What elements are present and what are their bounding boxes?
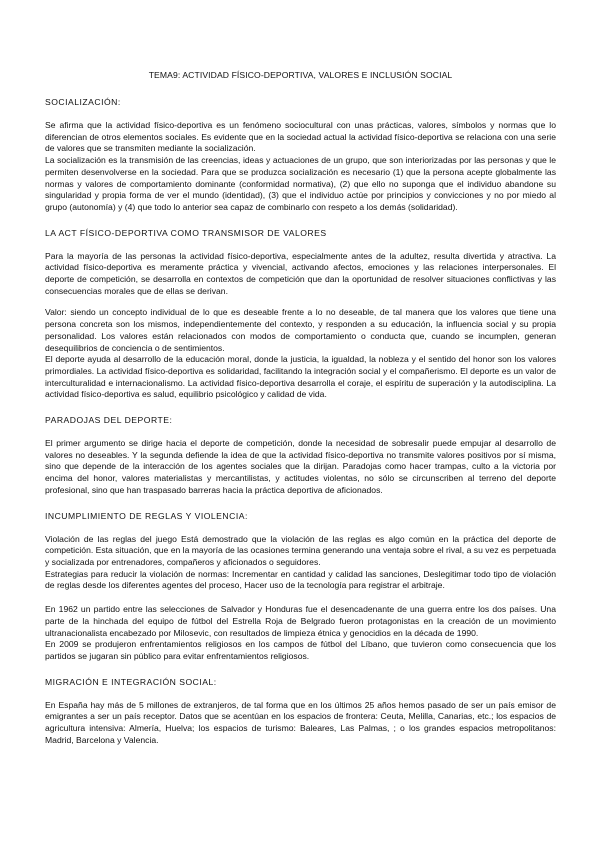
section-heading: SOCIALIZACIÓN: — [45, 97, 121, 107]
paragraph: El deporte ayuda al desarrollo de la educación moral, donde la justicia, la igualdad, la nobleza y el sentido del honor son los valores primordiales. La actividad físico-deportiva es solidaridad, facilitando la integración social y el compañerismo. El deporte es un valor de interculturalidad e internacionalismo. La actividad físico-deportiva desarrolla el coraje, el espíritu de superación y la autodisciplina. La actividad físico-deportiva es salud, equilibrio psicológico y calidad de vida. — [45, 354, 556, 400]
document-title: TEMA9: ACTIVIDAD FÍSICO-DEPORTIVA, VALORES E INCLUSIÓN SOCIAL — [148, 70, 453, 80]
section-paradojas — [45, 415, 556, 497]
paragraph: En 1962 un partido entre las selecciones de Salvador y Honduras fue el desencadenante de una guerra entre los dos países. Una parte de la hinchada del equipo de fútbol del Estrella Roja de Belgrado fueron protagonistas en la creación de un movimiento ultranacionalista encabezado por Milosevic, con resultados de limpieza étnica y genocidios en la década de 1990. — [45, 604, 556, 638]
section-socializacion — [45, 97, 556, 214]
section-transmisor-valores — [45, 228, 556, 401]
section-incumplimiento-reglas — [45, 511, 556, 663]
section-migracion — [45, 677, 556, 747]
paragraph: En España hay más de 5 millones de extranjeros, de tal forma que en los últimos 25 años hemos pasado de ser un país emisor de emigrantes a ser un país receptor. Datos que se acentúan en los espacios de frontera: Ceuta, Melilla, Canarias, etc.; los espacios de agricultura intensiva: Almería, Huelva; los espacios de turismo: Baleares, Las Palmas, ; o los grandes espacios metropolitanos: Madrid, Barcelona y Valencia. — [45, 699, 556, 745]
paragraph: Se afirma que la actividad físico-deportiva es un fenómeno sociocultural con unas prácticas, valores, símbolos y normas que lo diferencian de otros elementos sociales. Es evidente que en la sociedad actual la actividad físico-deportiva se relaciona con una serie de valores que se transmiten mediante la socialización. — [45, 120, 556, 154]
section-heading: LA ACT FÍSICO-DEPORTIVA COMO TRANSMISOR DE VALORES — [45, 227, 327, 238]
paragraph: Violación de las reglas del juego Está demostrado que la violación de las reglas es algo común en la práctica del deporte de competición. Esta situación, que en la mayoría de las ocasiones termina generando una ventaja sobre el rival, a su vez es perpetuada y socializada por entrenadores, compañeros y aficionados o seguidores. — [45, 533, 556, 567]
paragraph: Estrategias para reducir la violación de normas: Incrementar en cantidad y calidad las sanciones, Deslegitimar todo tipo de violación de reglas desde los diferentes agentes del proceso, Hacer uso de la tecnología para registrar el arbitraje. — [45, 568, 556, 591]
paragraph: Valor: siendo un concepto individual de lo que es deseable frente a lo no deseable, de tal manera que los valores que tiene una persona concreta son los mismos, independientemente del contexto, y responden a su educación, la influencia social y su propia personalidad. Los valores están relacionados con modos de comportamiento o conducta que, cuando se incumplen, generan desequilibrios de conciencia o de sentimientos. — [45, 307, 556, 353]
section-heading: INCUMPLIMIENTO DE REGLAS Y VIOLENCIA: — [45, 510, 248, 521]
paragraph: El primer argumento se dirige hacia el deporte de competición, donde la necesidad de sobresalir puede empujar al desarrollo de valores no deseables. Y la segunda defiende la idea de que la actividad físico-deportiva no transmite valores positivos por sí misma, sino que depende de la interacción de los agentes sociales que la dirijan. Paradojas como hacer trampas, culto a la victoria por encima del honor, valores materialistas y mercantilistas, y actitudes violentas, no sólo se circunscriben al terreno del deporte profesional, sino que han traspasado barreras hacia la práctica deportiva de aficionados. — [45, 438, 556, 495]
paragraph: Para la mayoría de las personas la actividad físico-deportiva, especialmente antes de la adultez, resulta divertida y atractiva. La actividad físico-deportiva es meramente práctica y vivencial, activando afectos, emociones y las relaciones interpersonales. El deporte de competición, se desarrolla en contextos de competición que dan la oportunidad de resolver situaciones conflictivas y las consecuencias morales que de ellas se derivan. — [45, 250, 556, 296]
paragraph: En 2009 se produjeron enfrentamientos religiosos en los campos de fútbol del Líbano, que tuvieron como consecuencia que los partidos se jugaran sin público para evitar enfrentamientos religiosos. — [45, 639, 556, 661]
section-heading: PARADOJAS DEL DEPORTE: — [45, 415, 173, 426]
paragraph: La socialización es la transmisión de las creencias, ideas y actuaciones de un grupo, que son interiorizadas por las personas y que le permiten desenvolverse en la sociedad. Para que se produzca socialización es necesario (1) que la persona acepte globalmente las normas y valores de comportamiento dominante (conformidad normativa), (2) que ello no suponga que el individuo abandone su singularidad y propia forma de ver el mundo (identidad), (3) que el individuo actúe por principios y convicciones y no por miedo al grupo (autonomía) y (4) que todo lo anterior sea capaz de combinarlo con respeto a los demás (solidaridad). — [45, 155, 556, 212]
section-heading: MIGRACIÓN E INTEGRACIÓN SOCIAL: — [45, 676, 217, 687]
